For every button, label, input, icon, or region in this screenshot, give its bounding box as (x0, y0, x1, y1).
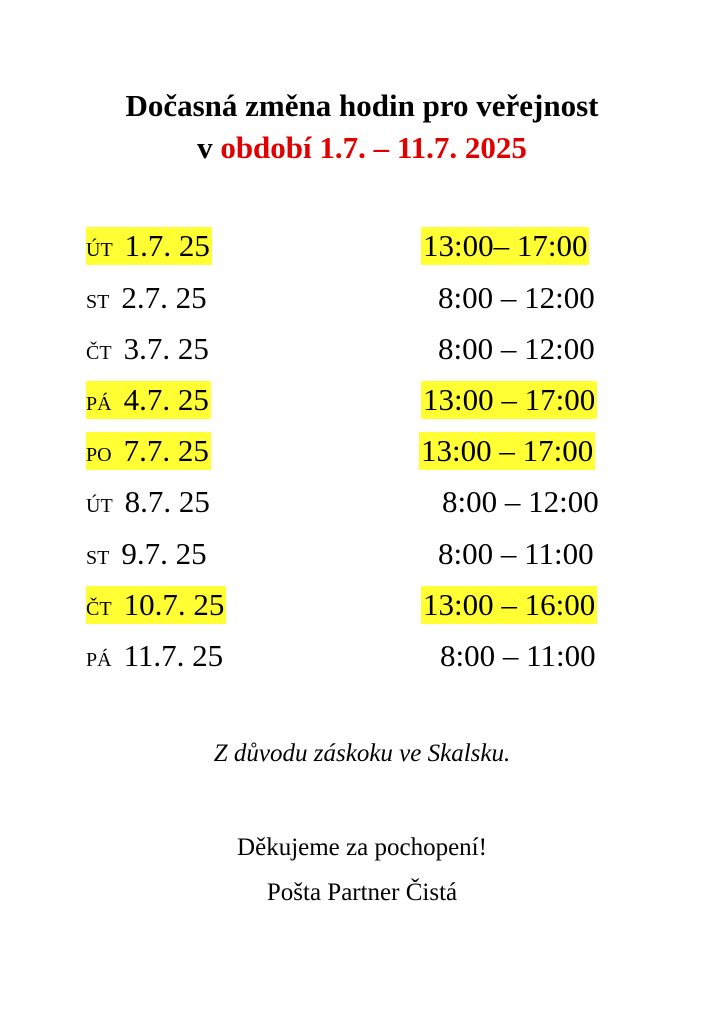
notice-period (0, 128, 724, 168)
day-cell (86, 381, 211, 419)
schedule-row (0, 432, 724, 474)
opening-hours: 13:00 – 17:00 (423, 382, 596, 417)
day-cell (86, 279, 209, 317)
date: 7.7. 25 (123, 433, 209, 468)
thanks-note: Děkujeme za pochopení! (237, 834, 487, 861)
opening-hours: 8:00 – 12:00 (438, 331, 595, 366)
opening-hours: 8:00 – 11:00 (438, 536, 594, 571)
day-cell (86, 227, 212, 265)
schedule-row (0, 637, 724, 679)
schedule-row (0, 227, 724, 269)
day-cell (86, 637, 225, 675)
date: 2.7. 25 (121, 280, 207, 315)
notice-title: Dočasná změna hodin pro veřejnost (125, 88, 599, 123)
opening-hours: 13:00 – 17:00 (421, 433, 594, 468)
day-cell (86, 483, 212, 521)
date: 1.7. 25 (124, 228, 210, 263)
schedule-row (0, 381, 724, 423)
schedule-row (0, 279, 724, 321)
day-cell (86, 330, 211, 368)
opening-hours: 8:00 – 12:00 (442, 484, 599, 519)
opening-hours: 13:00 – 16:00 (423, 587, 596, 622)
schedule-row (0, 535, 724, 577)
date: 4.7. 25 (123, 382, 209, 417)
day-cell (86, 586, 226, 624)
day-abbreviation: ČT (86, 342, 112, 364)
period-prefix: v (197, 130, 221, 165)
schedule-row (0, 483, 724, 525)
date: 3.7. 25 (123, 331, 209, 366)
day-abbreviation: ČT (86, 598, 112, 620)
date: 8.7. 25 (124, 484, 210, 519)
reason-note: Z důvodu záskoku ve Skalsku. (213, 740, 511, 767)
day-abbreviation: ST (86, 291, 110, 313)
schedule-row (0, 586, 724, 628)
opening-hours: 13:00– 17:00 (423, 228, 588, 263)
day-abbreviation: ST (86, 547, 110, 569)
day-abbreviation: PÁ (86, 649, 112, 671)
day-abbreviation: PÁ (86, 393, 112, 415)
opening-hours: 8:00 – 11:00 (440, 638, 596, 673)
day-cell (86, 535, 209, 573)
date: 10.7. 25 (123, 587, 225, 622)
day-abbreviation: PO (86, 444, 112, 466)
opening-hours: 8:00 – 12:00 (438, 280, 595, 315)
signature: Pošta Partner Čistá (266, 879, 458, 906)
date: 11.7. 25 (123, 638, 224, 673)
date: 9.7. 25 (121, 536, 207, 571)
period-range: období 1.7. – 11.7. 2025 (220, 130, 527, 165)
day-abbreviation: ÚT (86, 495, 113, 517)
day-cell (86, 432, 211, 470)
schedule-row (0, 330, 724, 372)
day-abbreviation: ÚT (86, 239, 113, 261)
